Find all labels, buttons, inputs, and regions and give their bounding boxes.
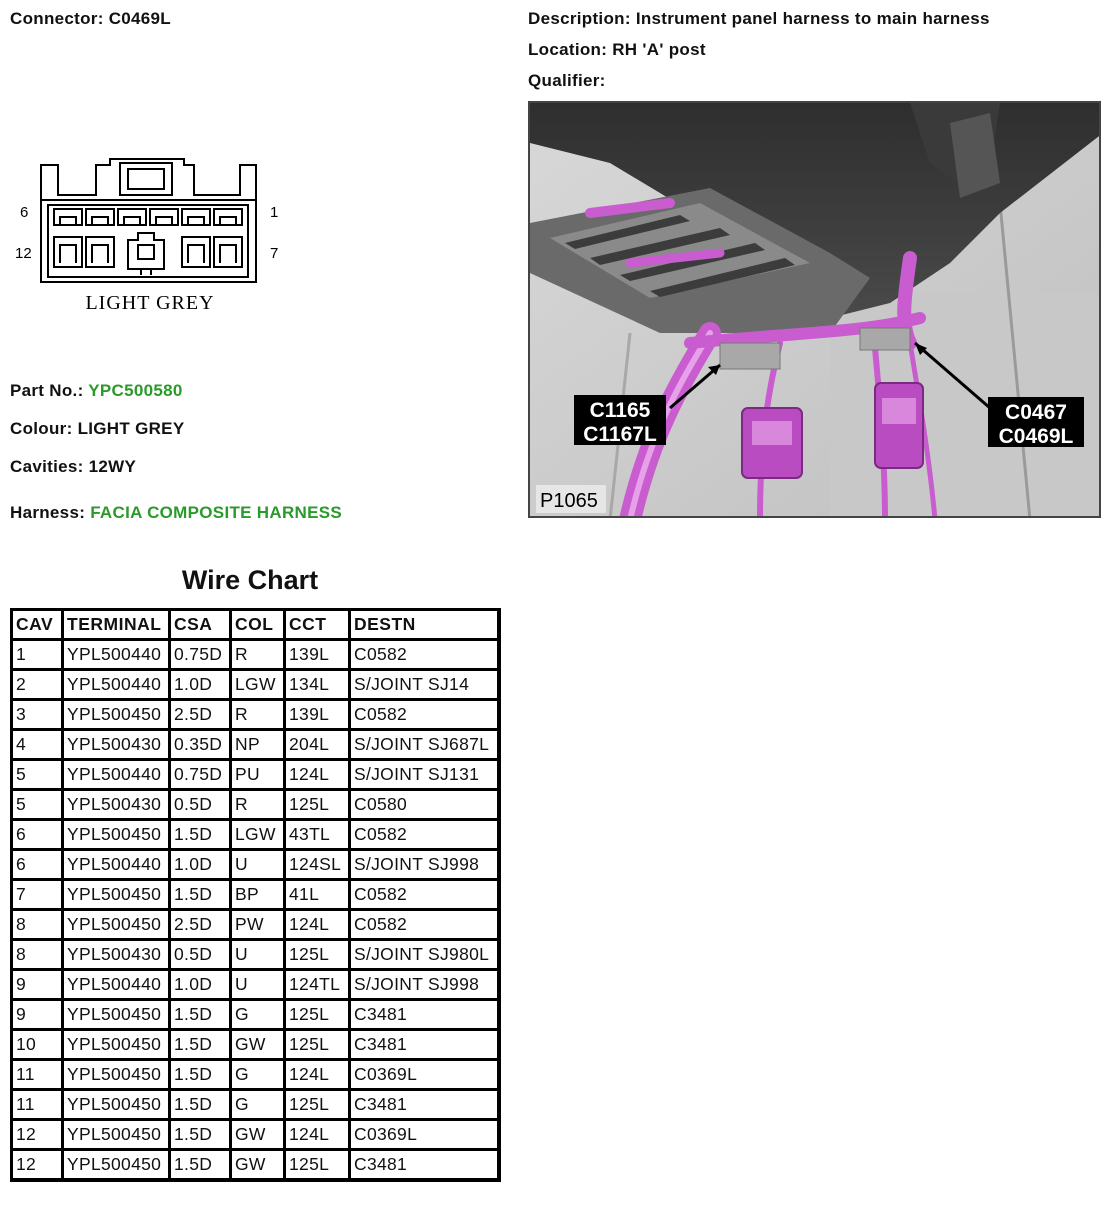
cell-cav: 9 [12,1000,63,1030]
cell-destn: S/JOINT SJ998 [350,970,499,1000]
cell-terminal: YPL500450 [63,1150,170,1180]
cell-destn: C0582 [350,700,499,730]
cell-cct: 139L [285,640,350,670]
cell-cct: 204L [285,730,350,760]
location-value: RH 'A' post [612,40,706,59]
part-number-link[interactable]: YPC500580 [88,381,183,400]
cell-cav: 11 [12,1090,63,1120]
cell-col: GW [231,1030,285,1060]
column-header-cav: CAV [12,610,63,640]
qualifier [528,71,606,91]
connector-pinout-diagram [10,145,290,325]
cell-csa: 0.5D [170,940,231,970]
column-header-csa: CSA [170,610,231,640]
cell-csa: 1.5D [170,1090,231,1120]
connector-location-photo [528,101,1101,518]
photo-figure-id: P1065 [540,490,598,512]
cell-csa: 1.5D [170,1030,231,1060]
cell-csa: 0.5D [170,790,231,820]
cell-col: GW [231,1120,285,1150]
part-number [10,381,183,401]
cell-cct: 124TL [285,970,350,1000]
cell-terminal: YPL500450 [63,880,170,910]
qualifier-label: Qualifier: [528,71,606,90]
cell-cct: 125L [285,1090,350,1120]
cell-destn: C0582 [350,910,499,940]
wire-chart-table [10,608,501,1182]
cell-csa: 1.0D [170,970,231,1000]
colour [10,419,184,439]
pin-number-6: 6 [20,204,29,221]
table-row [12,910,499,940]
table-row [12,1090,499,1120]
cavities-label: Cavities: [10,457,84,476]
table-row [12,760,499,790]
cell-terminal: YPL500430 [63,730,170,760]
table-header-row [12,610,499,640]
cell-col: G [231,1060,285,1090]
cell-cct: 43TL [285,820,350,850]
cell-col: G [231,1090,285,1120]
cell-terminal: YPL500440 [63,850,170,880]
cell-cct: 124L [285,760,350,790]
cell-cav: 11 [12,1060,63,1090]
cell-col: U [231,970,285,1000]
cell-terminal: YPL500450 [63,1090,170,1120]
table-row [12,1150,499,1180]
cell-terminal: YPL500450 [63,1030,170,1060]
photo-label-c0467: C0467 [1005,401,1067,424]
connector-title [10,9,171,29]
cell-cct: 124L [285,1060,350,1090]
cell-destn: C0369L [350,1120,499,1150]
pin-number-12: 12 [15,245,32,262]
harness-label: Harness: [10,503,86,522]
cell-csa: 1.5D [170,1120,231,1150]
cell-destn: C0582 [350,880,499,910]
cell-destn: S/JOINT SJ14 [350,670,499,700]
cell-terminal: YPL500440 [63,760,170,790]
cell-destn: S/JOINT SJ131 [350,760,499,790]
cell-terminal: YPL500450 [63,1060,170,1090]
cell-cct: 125L [285,1000,350,1030]
cell-destn: S/JOINT SJ998 [350,850,499,880]
cell-cct: 41L [285,880,350,910]
connector-label: Connector: [10,9,104,28]
table-row [12,850,499,880]
wire-chart-title: Wire Chart [181,565,319,595]
cell-col: LGW [231,670,285,700]
table-row [12,1120,499,1150]
cell-col: BP [231,880,285,910]
cell-cct: 124L [285,910,350,940]
cell-csa: 1.5D [170,1000,231,1030]
cell-cct: 125L [285,940,350,970]
table-row [12,1000,499,1030]
cell-csa: 1.5D [170,820,231,850]
cell-terminal: YPL500450 [63,700,170,730]
table-row [12,730,499,760]
cell-col: R [231,700,285,730]
harness-link[interactable]: FACIA COMPOSITE HARNESS [90,503,343,522]
cell-cav: 6 [12,820,63,850]
description [528,9,990,29]
cell-cav: 5 [12,790,63,820]
cell-terminal: YPL500430 [63,940,170,970]
table-row [12,670,499,700]
cell-col: U [231,940,285,970]
table-row [12,1030,499,1060]
cell-terminal: YPL500440 [63,640,170,670]
cell-terminal: YPL500440 [63,970,170,1000]
cell-cav: 2 [12,670,63,700]
cell-col: PW [231,910,285,940]
cell-cav: 10 [12,1030,63,1060]
cavities [10,457,136,477]
cell-csa: 2.5D [170,700,231,730]
cell-cav: 6 [12,850,63,880]
cell-csa: 2.5D [170,910,231,940]
cell-destn: C3481 [350,1090,499,1120]
colour-label: Colour: [10,419,73,438]
cell-col: R [231,790,285,820]
photo-label-c1167l: C1167L [583,423,657,446]
cell-cav: 8 [12,940,63,970]
table-row [12,700,499,730]
cell-cct: 134L [285,670,350,700]
cell-csa: 1.5D [170,1150,231,1180]
cell-col: U [231,850,285,880]
cell-col: NP [231,730,285,760]
table-row [12,940,499,970]
table-row [12,790,499,820]
cell-cct: 124L [285,1120,350,1150]
cell-destn: C3481 [350,1150,499,1180]
table-row [12,820,499,850]
cell-col: GW [231,1150,285,1180]
harness [10,503,342,523]
cell-destn: C3481 [350,1000,499,1030]
cell-col: PU [231,760,285,790]
cell-cav: 12 [12,1120,63,1150]
cell-col: G [231,1000,285,1030]
cell-cav: 1 [12,640,63,670]
cell-destn: C0369L [350,1060,499,1090]
column-header-col: COL [231,610,285,640]
cell-csa: 1.0D [170,850,231,880]
description-value: Instrument panel harness to main harness [635,9,990,28]
part-number-label: Part No.: [10,381,84,400]
connector-value: C0469L [108,9,171,28]
table-row [12,640,499,670]
column-header-destn: DESTN [350,610,499,640]
photo-label-c1165: C1165 [589,399,651,422]
pin-number-1: 1 [270,204,279,221]
cell-csa: 1.0D [170,670,231,700]
cell-csa: 0.75D [170,640,231,670]
cell-csa: 1.5D [170,880,231,910]
description-label: Description: [528,9,631,28]
cell-terminal: YPL500450 [63,910,170,940]
table-row [12,1060,499,1090]
table-row [12,880,499,910]
column-header-terminal: TERMINAL [63,610,170,640]
cell-cav: 9 [12,970,63,1000]
cell-destn: C3481 [350,1030,499,1060]
cell-cct: 125L [285,790,350,820]
cell-cav: 7 [12,880,63,910]
column-header-cct: CCT [285,610,350,640]
photo-label-c0469l: C0469L [998,425,1074,448]
colour-value: LIGHT GREY [77,419,185,438]
pin-number-7: 7 [270,245,279,262]
cell-terminal: YPL500430 [63,790,170,820]
cell-cct: 139L [285,700,350,730]
cell-cav: 8 [12,910,63,940]
connector-colour-caption: LIGHT GREY [85,292,215,314]
location-label: Location: [528,40,608,59]
cell-cct: 125L [285,1150,350,1180]
cell-cav: 3 [12,700,63,730]
cell-csa: 1.5D [170,1060,231,1090]
cell-destn: C0580 [350,790,499,820]
cell-terminal: YPL500450 [63,1120,170,1150]
cell-terminal: YPL500450 [63,820,170,850]
cell-col: R [231,640,285,670]
cell-terminal: YPL500450 [63,1000,170,1030]
cell-cct: 124SL [285,850,350,880]
cell-col: LGW [231,820,285,850]
cavities-value: 12WY [88,457,137,476]
cell-cav: 12 [12,1150,63,1180]
cell-destn: C0582 [350,820,499,850]
photo-illustration [530,103,1101,518]
table-row [12,970,499,1000]
cell-cav: 4 [12,730,63,760]
cell-terminal: YPL500440 [63,670,170,700]
cell-cct: 125L [285,1030,350,1060]
cell-destn: S/JOINT SJ687L [350,730,499,760]
cell-cav: 5 [12,760,63,790]
cell-csa: 0.35D [170,730,231,760]
cell-destn: C0582 [350,640,499,670]
cell-csa: 0.75D [170,760,231,790]
cell-destn: S/JOINT SJ980L [350,940,499,970]
location [528,40,706,60]
